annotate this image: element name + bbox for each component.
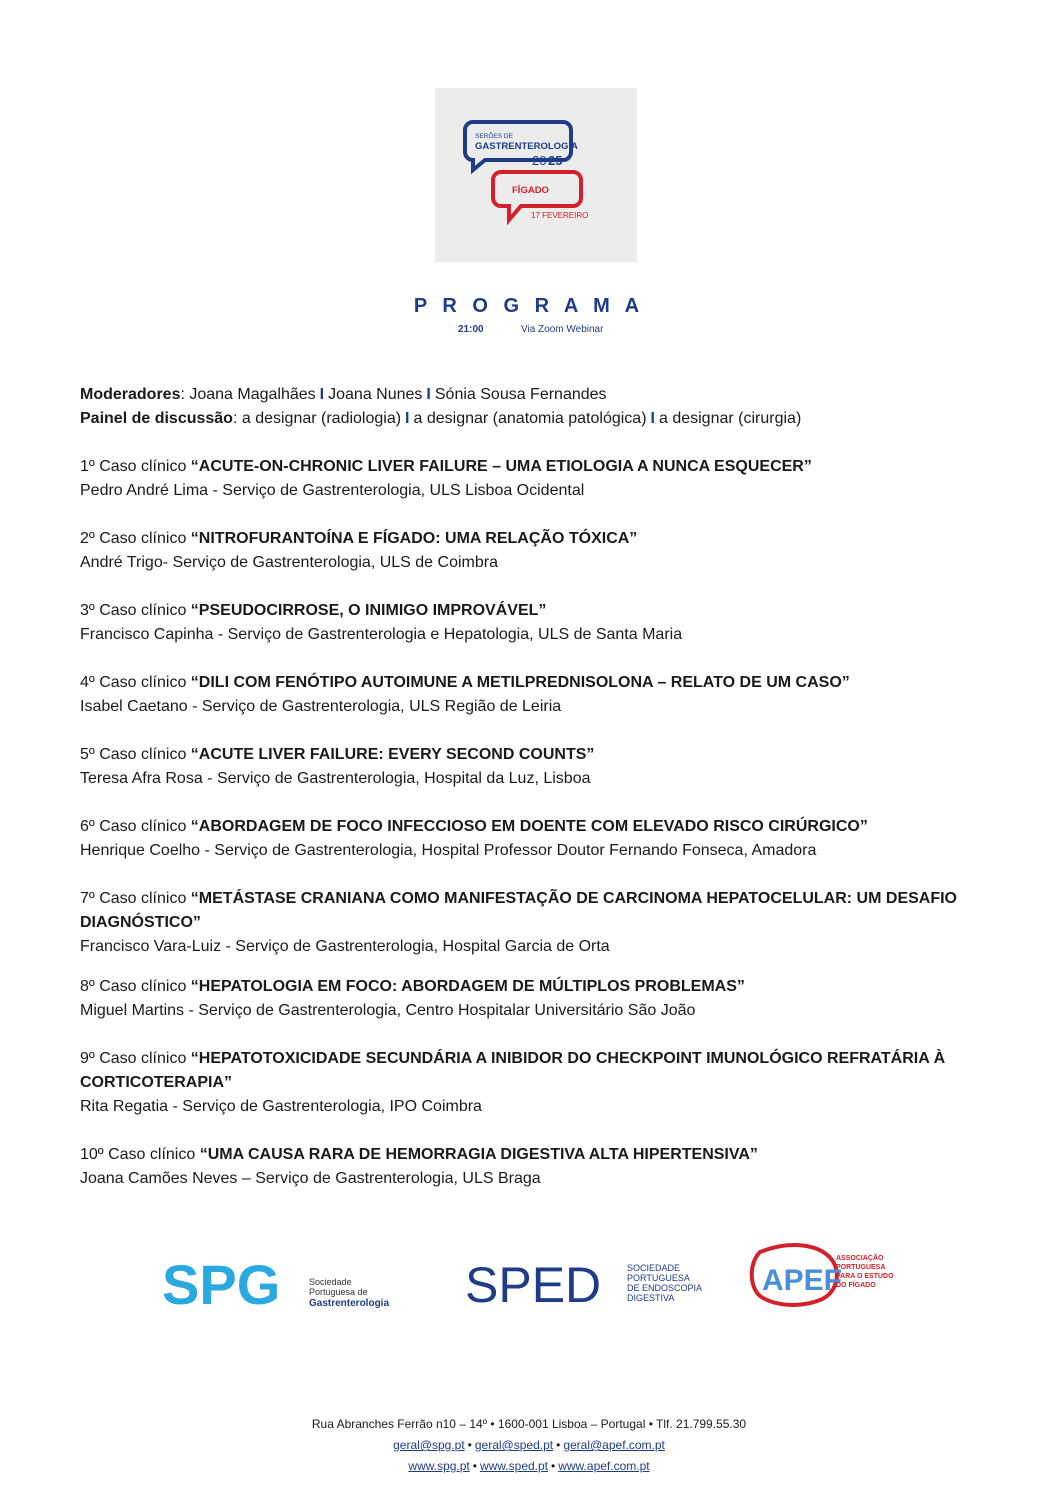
case-title: “NITROFURANTOÍNA E FÍGADO: UMA RELAÇÃO TÓXICA” [190,530,638,547]
case-title: “METÁSTASE CRANIANA COMO MANIFESTAÇÃO DE CARCINOMA HEPATOCELULAR: UM DESAFIO DIAGNÓSTICO” [80,890,957,931]
sped-logo-mark: SPED [465,1257,602,1310]
case-title-line [80,1143,1010,1167]
bullet: • [472,1459,477,1473]
session-platform: Via Zoom Webinar [521,324,604,335]
moderator-name: Joana Nunes [328,386,423,403]
footer-websites [0,1456,1058,1477]
panel-member: a designar (anatomia patológica) [413,410,647,427]
event-logo [435,88,637,262]
case-title-line [80,743,1010,767]
case-item [80,1143,1010,1191]
case-number: 1º Caso clínico [80,458,187,475]
case-presenter: Pedro André Lima - Serviço de Gastrenterologia, ULS Lisboa Ocidental [80,482,585,499]
logo-date: 17 FEVEREIRO [531,211,589,220]
case-title-line [80,1047,1010,1095]
case-presenter: Miguel Martins - Serviço de Gastrenterologia, Centro Hospitalar Universitário São João [80,1002,696,1019]
spg-logo [162,1253,389,1310]
spg-logo-line2: Portuguesa de [309,1287,368,1297]
case-number: 3º Caso clínico [80,602,187,619]
sped-logo [465,1257,702,1310]
page-footer [0,1414,1058,1477]
separator: I [405,410,410,427]
email-link-spg[interactable]: geral@spg.pt [393,1438,465,1452]
separator: I [650,410,655,427]
spg-logo-mark: SPG [162,1253,281,1310]
moderator-name: Sónia Sousa Fernandes [434,386,607,403]
website-link-spg[interactable]: www.spg.pt [408,1459,470,1473]
case-number: 10º Caso clínico [80,1146,196,1163]
case-presenter: Henrique Coelho - Serviço de Gastrenterologia, Hospital Professor Doutor Fernando Fonseca, Amadora [80,842,817,859]
case-title-line [80,527,1010,551]
case-item [80,671,1010,719]
case-number: 6º Caso clínico [80,818,187,835]
case-title: “PSEUDOCIRROSE, O INIMIGO IMPROVÁVEL” [190,602,547,619]
footer-address: Rua Abranches Ferrão n10 – 14º • 1600-001 Lisboa – Portugal • Tlf. 21.799.55.30 [311,1417,747,1431]
case-title: “DILI COM FENÓTIPO AUTOIMUNE A METILPREDNISOLONA – RELATO DE UM CASO” [190,674,850,691]
case-item [80,815,1010,863]
case-number: 2º Caso clínico [80,530,187,547]
program-content [80,383,1010,1191]
case-presenter: André Trigo- Serviço de Gastrenterologia, ULS de Coimbra [80,554,498,571]
moderators-line: Moderadores: Joana Magalhães I Joana Nunes I Sónia Sousa Fernandes [80,386,607,403]
case-item [80,599,1010,647]
case-title: “ACUTE LIVER FAILURE: EVERY SECOND COUNTS” [190,746,595,763]
case-item [80,455,1010,503]
case-presenter: Joana Camões Neves – Serviço de Gastrenterologia, ULS Braga [80,1170,541,1187]
spg-logo-line3: Gastrenterologia [309,1298,390,1309]
case-title-line [80,975,1010,999]
sped-logo-line3: DE ENDOSCOPIA [627,1283,703,1293]
case-title-line [80,455,1010,479]
sped-logo-line2: PORTUGUESA [627,1273,690,1283]
sponsor-logos [0,1240,1058,1310]
case-title: “ACUTE-ON-CHRONIC LIVER FAILURE – UMA ETIOLOGIA A NUNCA ESQUECER” [190,458,812,475]
session-time: 21:00 [458,324,484,335]
case-title: “HEPATOTOXICIDADE SECUNDÁRIA A INIBIDOR DO CHECKPOINT IMUNOLÓGICO REFRATÁRIA À CORTICOTERAPIA” [80,1050,946,1091]
case-item [80,975,1010,1023]
apef-logo-line3: PARA O ESTUDO [836,1273,894,1280]
page-title: P R O G R A M A [413,295,645,317]
case-title: “ABORDAGEM DE FOCO INFECCIOSO EM DOENTE COM ELEVADO RISCO CIRÚRGICO” [190,818,868,835]
case-presenter: Isabel Caetano - Serviço de Gastrenterologia, ULS Região de Leiria [80,698,562,715]
case-item [80,887,1010,959]
case-number: 4º Caso clínico [80,674,187,691]
email-link-apef[interactable]: geral@apef.com.pt [563,1438,665,1452]
bullet: • [556,1438,561,1452]
website-link-sped[interactable]: www.sped.pt [479,1459,549,1473]
spg-logo-line1: Sociedade [309,1277,352,1287]
website-link-apef[interactable]: www.apef.com.pt [558,1459,650,1473]
bullet: • [467,1438,472,1452]
speech-bubbles-logo [435,88,637,262]
bullet: • [551,1459,556,1473]
email-link-sped[interactable]: geral@sped.pt [474,1438,554,1452]
logo-line1: SERÕES DE [475,133,513,140]
logo-topic: FÍGADO [512,185,549,196]
case-presenter: Rita Regatia - Serviço de Gastrenterologia, IPO Coimbra [80,1098,482,1115]
footer-emails [0,1435,1058,1456]
logo-year-a: 20 [532,153,547,168]
apef-logo-line1: ASSOCIAÇÃO [836,1255,884,1262]
panel-member: a designar (radiologia) [241,410,402,427]
sped-logo-line4: DIGESTIVA [627,1293,675,1303]
case-title: “UMA CAUSA RARA DE HEMORRAGIA DIGESTIVA ALTA HIPERTENSIVA” [199,1146,758,1163]
logo-line2: GASTRENTEROLOGIA [475,141,578,152]
logo-year-b: 25 [548,153,563,168]
case-item [80,1047,1010,1119]
panel-line: Painel de discussão: a designar (radiologia) I a designar (anatomia patológica) I a designar (cirurgia) [80,410,802,427]
case-presenter: Teresa Afra Rosa - Serviço de Gastrenterologia, Hospital da Luz, Lisboa [80,770,591,787]
case-title-line [80,815,1010,839]
case-title: “HEPATOLOGIA EM FOCO: ABORDAGEM DE MÚLTIPLOS PROBLEMAS” [190,978,745,995]
case-number: 8º Caso clínico [80,978,187,995]
moderator-name: Joana Magalhães [189,386,316,403]
moderators-label: Moderadores [80,386,181,403]
case-presenter: Francisco Capinha - Serviço de Gastrenterologia e Hepatologia, ULS de Santa Maria [80,626,683,643]
separator: I [426,386,431,403]
case-number: 9º Caso clínico [80,1050,187,1067]
case-item [80,527,1010,575]
separator: I [319,386,325,403]
sped-logo-line1: SOCIEDADE [627,1263,681,1273]
case-number: 7º Caso clínico [80,890,187,907]
apef-logo-line2: PORTUGUESA [836,1264,886,1271]
case-title-line [80,599,1010,623]
case-title-line [80,887,1010,935]
case-number: 5º Caso clínico [80,746,187,763]
apef-logo-mark: APEF [762,1264,843,1297]
case-item [80,743,1010,791]
case-presenter: Francisco Vara-Luiz - Serviço de Gastrenterologia, Hospital Garcia de Orta [80,938,610,955]
apef-logo-line4: DO FÍGADO [836,1282,876,1289]
case-title-line [80,671,1010,695]
panel-member: a designar (cirurgia) [658,410,802,427]
panel-label: Painel de discussão [80,410,233,427]
apef-logo [752,1245,894,1305]
